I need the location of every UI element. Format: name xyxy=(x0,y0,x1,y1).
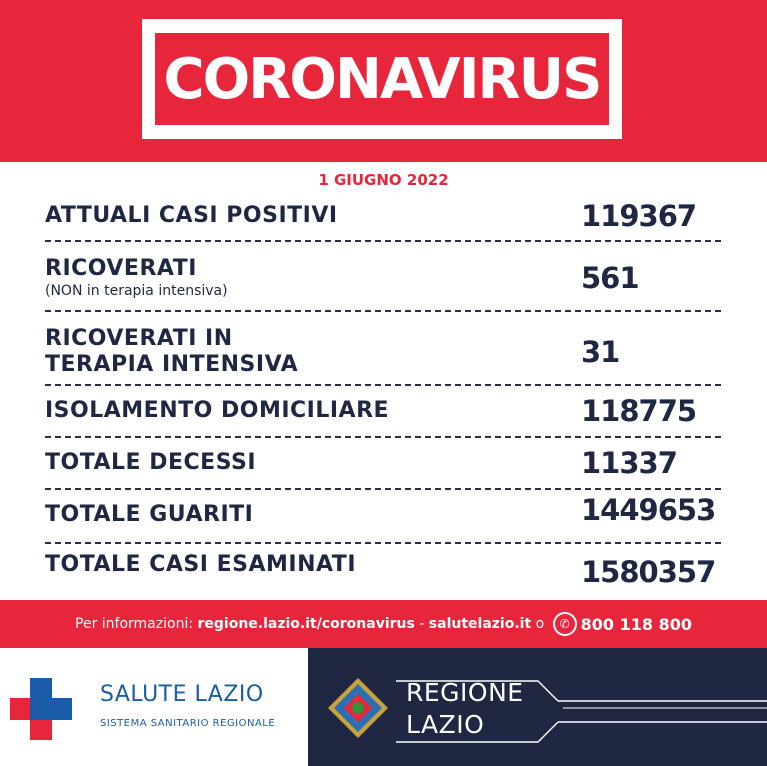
regione-emblem-icon xyxy=(326,676,390,740)
phone-icon: ✆ xyxy=(553,612,577,636)
regione-lazio-logo xyxy=(308,648,767,766)
stat-row-isolamento xyxy=(45,386,721,438)
report-date: 1 GIUGNO 2022 xyxy=(318,171,449,189)
info-bar xyxy=(0,600,767,648)
stat-value: 118775 xyxy=(581,394,697,428)
stat-row-guariti xyxy=(45,490,721,544)
salute-lazio-logo xyxy=(0,648,308,766)
stat-label: TOTALE DECESSI xyxy=(45,450,257,475)
stat-label-line2: TERAPIA INTENSIVA xyxy=(45,352,299,377)
stat-value: 1580357 xyxy=(581,555,716,589)
info-prefix: Per informazioni: xyxy=(75,616,194,632)
regione-title-line2: LAZIO xyxy=(406,710,485,739)
stat-label: TOTALE GUARITI xyxy=(45,502,254,527)
stat-row-casi-esaminati xyxy=(45,544,721,600)
stat-row-ricoverati xyxy=(45,242,721,312)
link-regione[interactable]: regione.lazio.it/coronavirus xyxy=(197,616,415,632)
header-banner xyxy=(0,0,767,162)
cross-icon-blue-top xyxy=(30,678,52,698)
stat-row-decessi xyxy=(45,438,721,490)
stat-value: 561 xyxy=(581,261,639,295)
title-panel xyxy=(155,33,609,125)
regione-title-line1: REGIONE xyxy=(406,678,524,707)
page-title: CORONAVIRUS xyxy=(163,46,601,112)
stat-label xyxy=(45,256,228,300)
salute-lazio-subtitle: SISTEMA SANITARIO REGIONALE xyxy=(100,718,276,729)
info-or: o xyxy=(531,616,549,632)
stat-value: 119367 xyxy=(581,199,697,233)
stat-sublabel: (NON in terapia intensiva) xyxy=(45,283,228,299)
cross-icon-blue-arm xyxy=(52,698,72,720)
stat-label xyxy=(45,326,298,378)
stat-label-main: RICOVERATI xyxy=(45,256,197,281)
phone-number[interactable]: 800 118 800 xyxy=(580,614,692,634)
stat-row-terapia-intensiva xyxy=(45,312,721,386)
stat-label: ATTUALI CASI POSITIVI xyxy=(45,203,338,228)
stat-label: TOTALE CASI ESAMINATI xyxy=(45,552,357,577)
link-salutelazio[interactable]: salutelazio.it xyxy=(428,616,532,632)
salute-lazio-title: SALUTE LAZIO xyxy=(100,682,264,707)
stats-list xyxy=(45,196,721,600)
stat-label-line1: RICOVERATI IN xyxy=(45,326,233,351)
stat-value: 11337 xyxy=(581,446,677,480)
title-frame xyxy=(142,19,622,139)
stat-label: ISOLAMENTO DOMICILIARE xyxy=(45,398,390,423)
stat-row-positivi xyxy=(45,196,721,242)
stat-value: 1449653 xyxy=(581,493,716,527)
cross-icon-center xyxy=(30,698,52,720)
info-sep: - xyxy=(414,616,429,632)
stat-value: 31 xyxy=(581,335,620,369)
